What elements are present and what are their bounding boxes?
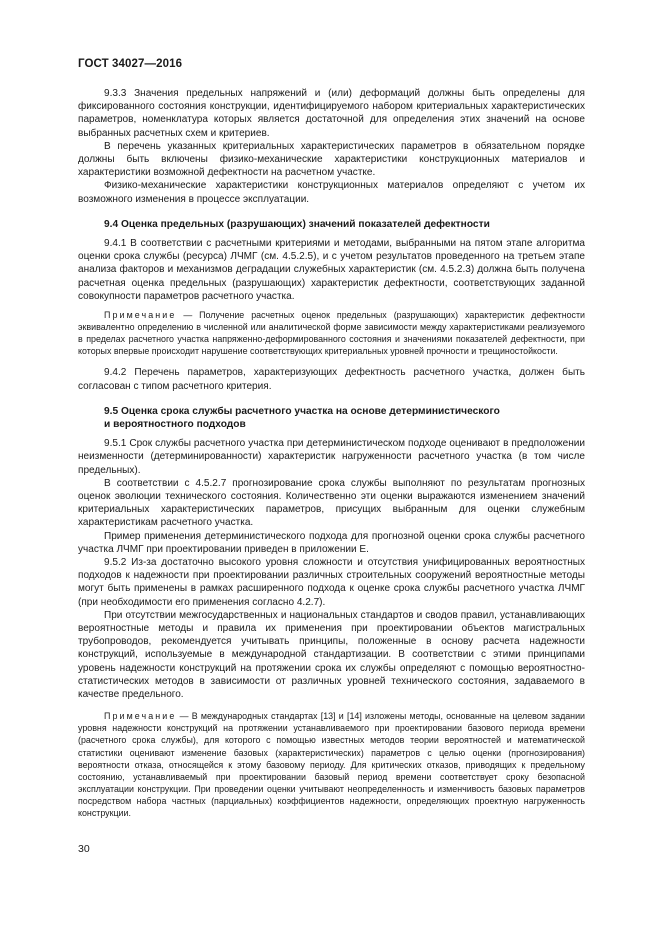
note-text: — В международных стандартах [13] и [14] изложены методы, основанные на целевом задании уровня надежности конструкций на протяжении устанавливаемого при проектировании базового периода времени (расчетного срока службы), для которого с помощью известных методов теории вероятностей и математической статистики оценивают изменение базовых (характеристических) параметров с целью оценки (прогнозирования) вероятности отказа, относящейся к этому базовому периоду. Для критических отказов, приводящих к предельному состоянию, устанавливаемый при проектировании базовый период времени соответствует сроку безопасной эксплуатации конструкции. При проведении оценки учитывают неопределенность и изменчивость базовых параметров посредством набора частных (парциальных) коэффициентов надежности, определяющих проектную нагруженность конструкции.: [78, 711, 585, 819]
note-text: — Получение расчетных оценок предельных (разрушающих) характеристик дефектности эквивалентно определению в численной или аналитической форме зависимости между характеристиками реализуемого в пределах расчетного участка напряженно-деформированного состояния и значениями показателей дефектности, при которых впервые происходит нарушение соответствующих критериальных уровней прочности и трещиностойкости.: [78, 310, 585, 357]
section-heading-9-4: 9.4 Оценка предельных (разрушающих) значений показателей дефектности: [104, 218, 490, 230]
paragraph: При отсутствии межгосударственных и национальных стандартов и сводов правил, устанавливающих вероятностные методы и правила их применения при проектировании объектов магистральных трубопроводов, рекомендуется учитывать принципы, положенные в основу расчета надежности конструкций, используемые в международной стандартизации. В соответствии с этими принципами уровень надежности конструкций на протяжении срока их службы определяют с помощью вероятностно-статистических методов в зависимости от различных уровней технического состояния, задаваемого в качестве предельного.: [78, 609, 585, 701]
note-9-5-2: [78, 710, 585, 819]
paragraph: В соответствии с 4.5.2.7 прогнозирование срока службы выполняют по результатам прогнозных оценок эволюции технического состояния. Количественно эти оценки выражаются изменением значений критериальных характеристических параметров, присущих выбранным для оценки служебным характеристикам расчетного участка.: [78, 477, 585, 529]
paragraph: Пример применения детерминистического подхода для прогнозной оценки срока службы расчетного участка ЛЧМГ при проектировании приведен в приложении Е.: [78, 530, 585, 555]
page-body: [78, 87, 585, 819]
note-label: Примечание: [104, 310, 177, 321]
paragraph-9-4-1: 9.4.1 В соответствии с расчетными критериями и методами, выбранными на пятом этапе алгоритма оценки срока службы (ресурса) ЛЧМГ (см. 4.5.2.5), и с учетом результатов проведенного на третьем этапе анализа факторов и механизмов деградации служебных характеристик (см. 4.5.2.3) должна быть получена расчетная оценка предельных (разрушающих) характеристик дефектности, соответствующих заданной совокупности параметров расчетного участка.: [78, 238, 585, 302]
paragraph-9-5-1: 9.5.1 Срок службы расчетного участка при детерминистическом подходе оценивают в предположении неизменности (детерминированности) характеристик нагруженности расчетного участка (в том числе предельных).: [78, 438, 585, 476]
section-heading-9-5: 9.5 Оценка срока службы расчетного участка на основе детерминистического и вероятностного подходов: [104, 405, 500, 431]
paragraph-9-5-2: 9.5.2 Из-за достаточно высокого уровня сложности и отсутствия унифицированных вероятностных подходов к надежности при проектировании различных строительных сооружений вероятностные методы могут быть применены в рамках расширенного подхода к оценке срока службы расчетного участка ЛЧМГ (при необходимости его применения согласно 4.2.7).: [78, 557, 585, 608]
document-header: ГОСТ 34027—2016: [78, 58, 183, 70]
note-9-4-1: [78, 309, 585, 357]
page-number: 30: [78, 843, 90, 855]
paragraph: Физико-механические характеристики конструкционных материалов определяют с учетом их возможного изменения в процессе эксплуатации.: [78, 180, 585, 205]
note-label: Примечание: [104, 711, 177, 722]
paragraph-9-4-2: 9.4.2 Перечень параметров, характеризующих дефектность расчетного участка, должен быть согласован с типом расчетного критерия.: [78, 367, 585, 392]
paragraph: В перечень указанных критериальных характеристических параметров в обязательном порядке должны быть включены физико-механические характеристики конструкционных материалов и характеристики возможной дефектности на расчетном участке.: [78, 140, 585, 179]
paragraph-9-3-3: 9.3.3 Значения предельных напряжений и (или) деформаций должны быть определены для фиксированного состояния конструкции, идентифицируемого набором критериальных характеристических параметров, номенклатура которых является достаточной для определения этих значений на основе выбранных расчетных схем и критериев.: [78, 88, 585, 139]
